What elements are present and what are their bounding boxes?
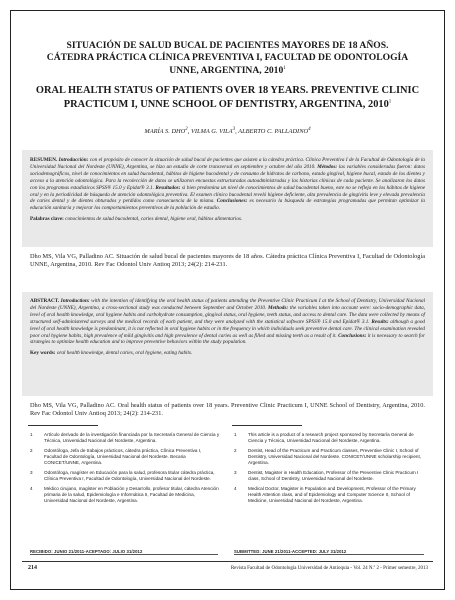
footnote: 3 Odontóloga, magíster en Educación para la salud, profesora titular cátedra práctica, Clínica Preventiva I, Facultad de Odontología, Universidad Nacional del Nordeste. <box>30 470 215 481</box>
footnotes-english <box>234 432 424 508</box>
received-rule-left <box>30 554 218 555</box>
key-words: Key words: oral health knowledge, dental caries, oral hygiene, eating habits. <box>30 350 193 357</box>
author-list: MARÍA S. DHO$^2$, VILMA G. VILA$^3$, ALBERTO C. PALLADINO$^4$ <box>144 126 311 135</box>
resumen-text: RESUMEN. Introducción: con el propósito de conocer la situación de salud bucal de pacientes que asisten a la cátedra práctica. Clínica Preventiva I de la Facultad de Odontología de la Universidad Nacional del Nordeste (UNNE), Argentina, se hizo un estudio de corte transversal en septiembre y octubre del año 2010. Métodos: las variables consideradas fueron: datos sociodemográficos, nivel de conocimientos en salud bucodental, hábitos de higiene bucodental y de consumo de hidratos de carbono, estado gingival, higiene bucal, estado de los dientes y acceso a la atención odontológica. Para la recolección de datos se utilizaron encuestas estructuradas autoadministradas y las historias clínicas de cada paciente. Se analizaron los datos con los programas estadísticos SPSS® 15.0 y Epidat® 3.1. Resultados: si bien predomina un nivel de conocimientos de salud bucodental bueno, este no se refleja en los hábitos de higiene oral y en la periodicidad de búsqueda de atención odontológica preventiva. El examen clínico bucodental reveló higiene deficiente, alta prevalencia de gingivitis leve y elevada prevalencia de caries dental y de dientes obturados y perdidos como consecuencia de la misma. Conclusiones: es necesario la búsqueda de estrategias programadas que permitan optimizar la educación sanitaria y mejorar los comportamientos preventivos de la población de estudio. <box>30 157 426 212</box>
footnotes-spanish <box>30 432 220 508</box>
footnote: 2 Odontóloga, Jefa de trabajos prácticos, cátedra práctica, Clínica Preventiva I, Facultad de Odontología, Universidad Nacional del Nordeste. Becaria CONICET/UNNE, Argentina. <box>30 448 202 465</box>
footnote-rule-right <box>232 425 302 426</box>
page-number: 214 <box>28 565 37 571</box>
citation-english: Dho MS, Vila VG, Palladino AC. Oral health status of patients over 18 years. Preventive Clinic Practicum I, UNNE School of Dentistry, Argentina, 2010. Rev Fac Odontol Univ Antioq 2013; 24(2): 214-231. <box>30 402 425 418</box>
abstract-box <box>22 292 433 396</box>
footnote-rule-left <box>28 425 98 426</box>
received-rule-right <box>234 554 424 555</box>
received-date-english: SUBMITTED: JUNE 21/2011-ACCEPTED: JULY 31/2012 <box>234 549 347 554</box>
footnote: 2 Dentist, Head of the Practicum and Practicum classes, Preventive Clinic I, School of Dentistry, Universidad Nacional del Nordeste. CONICET/UNNE scholarship recipient, Argentina. <box>234 448 422 465</box>
resumen-box <box>22 150 433 247</box>
footnote: 3 Dentist, Magister in Health Education, Professor of the Preventive Clinic Practicum I class, School of Dentistry, Universidad Nacional del Nordeste. <box>234 470 419 481</box>
english-title: ORAL HEALTH STATUS OF PATIENTS OVER 18 YEARS. PREVENTIVE CLINIC PRACTICUM I, UNNE SCHOOL OF DENTISTRY, ARGENTINA, 2010$^1$ <box>35 85 420 110</box>
citation-spanish: Dho MS, Vila VG, Palladino AC. Situación de salud bucal de pacientes mayores de 18 años. Cátedra práctica Clínica Preventiva I, Facultad de Odontología UNNE, Argentina, 2010. Rev Fac Odontol Univ Antioq 2013; 24(2): 214-231. <box>30 253 425 269</box>
spanish-title: SITUACIÓN DE SALUD BUCAL DE PACIENTES MAYORES DE 18 AÑOS. CÁTEDRA PRÁCTICA CLÍNICA PREVENTIVA I, FACULTAD DE ODONTOLOGÍA UNNE, ARGENTINA, 2010$^1$ <box>46 40 409 76</box>
footnote: 4 Medical Doctor, Magister in Population and Development, Professor of the Primary Health Attention class, and of Epidemiology and Computer Science II, School of Medicine, Universidad Nacional del Nordeste, Argentina. <box>234 486 416 503</box>
journal-footer: Revista Facultad de Odontología Universidad de Antioquia - Vol. 24 N.º 2 - Primer semestre, 2013 <box>230 566 428 571</box>
abstract-text: ABSTRACT. Introduction: with the intention of identifying the oral health status of patients attending the Preventive Clinic Practicum I at the School of Dentistry, Universidad Nacional del Nordeste (UNNE), Argentina, a cross-sectional study was conducted between September and October 2010. Methods: the variables taken into account were: socio-demographic data, level of oral health knowledge, oral hygiene habits and carbohydrate consumption, gingival status, oral hygiene, teeth status, and access to dental care. The data were collected by means of structured self-administered surveys and the medical records of each patient, and they were analyzed with the statistical software SPSS® 15.0 and Epidat® 3.1. Results: although a good level of oral health knowledge is predominant, it is not reflected in oral hygiene habits or in the frequency in which individuals seek preventive dental care. The clinical examination revealed poor oral hygiene habits, high prevalence of mild gingivitis and high prevalence of dental caries as well as filled and missing teeth as a result of it. Conclusions: it is necessary to search for strategies to optimize health education and to improve preventive behaviors within the study population. <box>30 298 426 346</box>
footnote: 1 This article is a product of a research project sponsored by Secretaría General de Ciencia y Técnica, Universidad Nacional del Nordeste, Argentina. <box>234 432 414 443</box>
footnote: 1 Artículo derivado de la investigación financiada por la Secretaría General de Ciencia y Técnica, Universidad Nacional del Nordeste, Argentina. <box>30 432 220 443</box>
footnote: 4 Médico cirujano, magíster en Población y Desarrollo, profesor titular, cátedra Atención primaria de la salud, Epidemiología e Informática II, Facultad de Medicina, Universidad Nacional del Nordeste, Argentina. <box>30 486 219 503</box>
received-date-spanish: RECIBIDO: JUNIO 21/2011-ACEPTADO: JULIO 31/2012 <box>30 549 143 554</box>
footer-rule <box>22 561 433 562</box>
palabras-clave: Palabras clave: conocimientos de salud bucodental, caries dental, higiene oral, hábitos alimentarios. <box>30 216 243 223</box>
